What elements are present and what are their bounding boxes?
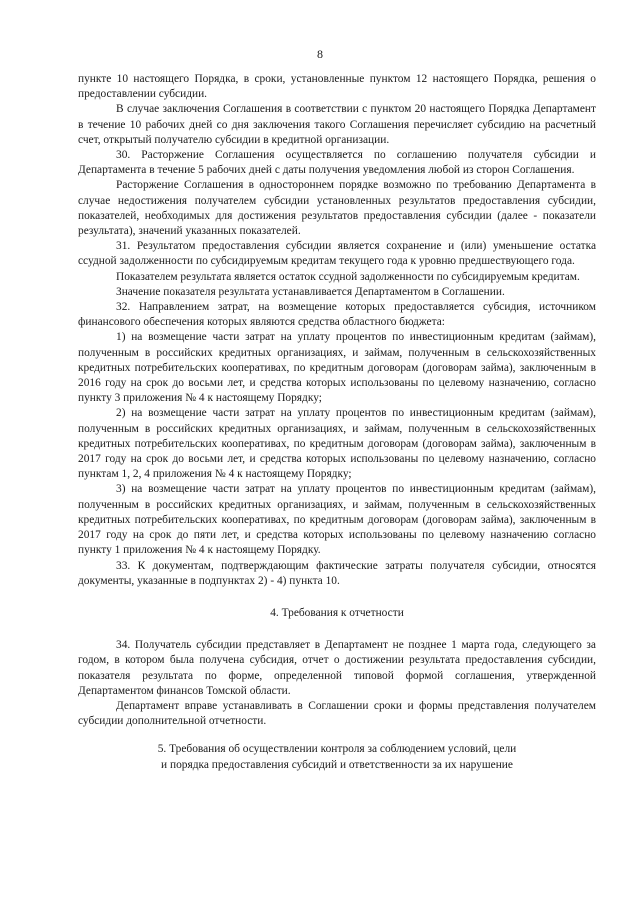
paragraph-additional-reporting: Департамент вправе устанавливать в Соглашении сроки и формы представления получателем субсидии дополнительной отчетности. xyxy=(78,699,596,728)
paragraph-32: 32. Направлением затрат, на возмещение которых предоставляется субсидия, источником финансового обеспечения которых являются средства областного бюджета: xyxy=(78,301,596,329)
paragraph-34: 34. Получатель субсидии представляет в Департамент не позднее 1 марта года, следующего за годом, в котором была получена субсидия, отчет о достижении результата предоставления субсидии, показателя результата по форме, определенной типовой формой соглашения, утвержденной Департаментом финансов Томской области. xyxy=(78,639,596,697)
paragraph-unilateral-termination: Расторжение Соглашения в одностороннем порядке возможно по требованию Департамента в случае недостижения получателем субсидии установленных результатов предоставления субсидии, показателей, необходимых для достижения результатов предоставления субсидии (далее - показатели результата), значений указанных показателей. xyxy=(78,179,596,238)
page-number: 8 xyxy=(317,47,323,61)
paragraph-result-indicator: Показателем результата является остаток ссудной задолженности по субсидируемым кредитам. xyxy=(116,270,580,283)
section-5-heading xyxy=(78,742,596,772)
document-body xyxy=(78,72,596,773)
list-item-2: 2) на возмещение части затрат на уплату процентов по инвестиционным кредитам (займам), полученным в российских кредитных организациях, и займам, полученным в сельскохозяйственных кредитных потребительских кооперативах, по кредитным договорам (договорам займа), заключенным в 2017 году на срок до восьми лет, и средства которых использованы по целевому назначению, согласно пунктам 1, 2, 4 приложения № 4 к настоящему Порядку; xyxy=(78,407,596,481)
paragraph-continuation: пункте 10 настоящего Порядка, в сроки, установленные пунктом 12 настоящего Порядка, решения о предоставлении субсидии. xyxy=(78,73,596,101)
paragraph-30: 30. Расторжение Соглашения осуществляется по соглашению получателя субсидии и Департамента в течение 5 рабочих дней с даты получения уведомления любой из сторон Соглашения. xyxy=(78,149,596,177)
section-5-heading-line-2: и порядка предоставления субсидий и ответственности за их нарушение xyxy=(161,758,513,771)
paragraph-indicator-value: Значение показателя результата устанавливается Департаментом в Соглашении. xyxy=(116,285,505,298)
paragraph-transfer: В случае заключения Соглашения в соответствии с пунктом 20 настоящего Порядка Департамент в течение 10 рабочих дней со дня заключения такого Соглашения перечисляет субсидию на расчетный счет, открытый получателю субсидии в кредитной организации. xyxy=(78,103,596,146)
paragraph-33: 33. К документам, подтверждающим фактические затраты получателя субсидии, относятся документы, указанные в подпунктах 2) - 4) пункта 10. xyxy=(78,559,596,587)
list-item-1: 1) на возмещение части затрат на уплату процентов по инвестиционным кредитам (займам), полученным в российских кредитных организациях, и займам, полученным в сельскохозяйственных кредитных потребительских кооперативах, по кредитным договорам (договорам займа), заключенным в 2016 году на срок до восьми лет, и средства которых использованы по целевому назначению, согласно пункту 3 приложения № 4 к настоящему Порядку; xyxy=(78,331,596,405)
paragraph-31: 31. Результатом предоставления субсидии является сохранение и (или) уменьшение остатка ссудной задолженности по субсидируемым кредитам текущего года к уровню предшествующего года. xyxy=(78,240,596,268)
section-5-heading-line-1: 5. Требования об осуществлении контроля за соблюдением условий, цели xyxy=(157,743,517,756)
list-item-3: 3) на возмещение части затрат на уплату процентов по инвестиционным кредитам (займам), полученным в российских кредитных организациях, и займам, полученным в сельскохозяйственных кредитных потребительских кооперативах, по кредитным договорам (договорам займа), заключенным в 2017 году на срок до пяти лет, и средства которых использованы по целевому назначению согласно пункту 1 приложения № 4 к настоящему Порядку. xyxy=(78,483,596,557)
section-4-heading: 4. Требования к отчетности xyxy=(270,606,404,619)
